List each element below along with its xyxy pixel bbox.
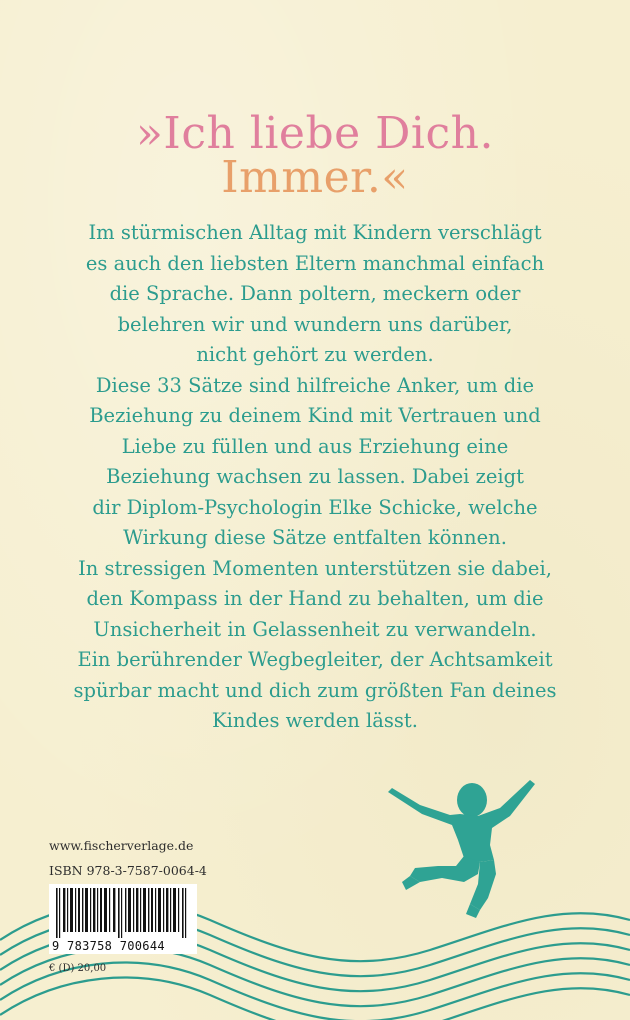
price-text: € (D) 20,00: [49, 963, 107, 974]
blurb-line: dir Diplom-Psychologin Elke Schicke, welche: [92, 495, 538, 519]
isbn-text: ISBN 978-3-7587-0064-4: [49, 863, 207, 878]
blurb-line: Ein berührender Wegbegleiter, der Achtsamkeit: [77, 648, 553, 671]
publisher-url: www.fischerverlage.de: [49, 838, 194, 853]
blurb-line: es auch den liebsten Eltern manchmal einfach: [85, 251, 545, 275]
blurb-line: Unsicherheit in Gelassenheit zu verwandeln.: [93, 617, 537, 641]
blurb-line: Beziehung zu deinem Kind mit Vertrauen und: [89, 404, 541, 427]
blurb-line: In stressigen Momenten unterstützen sie dabei,: [78, 556, 552, 580]
blurb-line: nicht gehört zu werden.: [196, 343, 434, 366]
barcode-icon: [52, 888, 194, 938]
jumping-child-icon: [380, 770, 550, 930]
blurb-line: den Kompass in der Hand zu behalten, um die: [86, 587, 544, 610]
blurb-line: Wirkung diese Sätze entfalten können.: [123, 526, 507, 549]
blurb-line: spürbar macht und dich zum größten Fan deines: [73, 678, 557, 702]
blurb-line: Kindes werden lässt.: [212, 709, 418, 732]
blurb-text: [0, 218, 630, 737]
barcode-digits: 9 783758 700644: [52, 939, 165, 953]
blurb-line: Liebe zu füllen und aus Erziehung eine: [121, 434, 509, 458]
blurb-line: Diese 33 Sätze sind hilfreiche Anker, um die: [95, 373, 535, 397]
headline-line-1: »Ich liebe Dich.: [136, 108, 494, 159]
blurb-line: Beziehung wachsen zu lassen. Dabei zeigt: [106, 465, 524, 488]
blurb-line: belehren wir und wundern uns darüber,: [117, 312, 513, 336]
blurb-line: die Sprache. Dann poltern, meckern oder: [109, 282, 521, 305]
headline-line-2: Immer.«: [221, 152, 409, 203]
blurb-line: Im stürmischen Alltag mit Kindern verschlägt: [88, 221, 542, 244]
